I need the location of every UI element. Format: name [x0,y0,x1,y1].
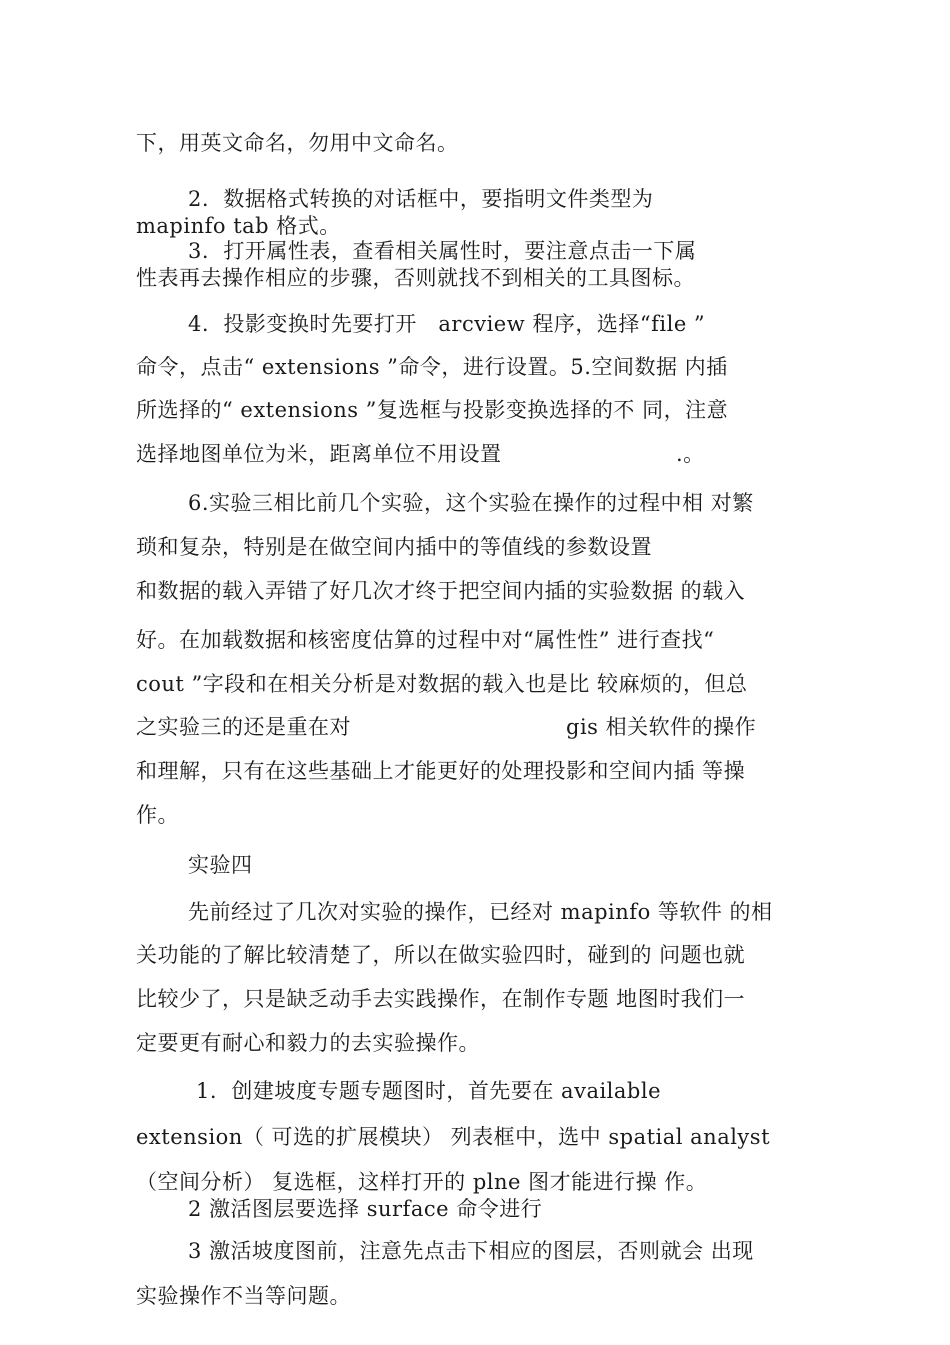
text-line: 4. 投影变换时先要打开 arcview 程序，选择“file ” [188,312,706,336]
text-line: 先前经过了几次对实验的操作，已经对 mapinfo 等软件 的相 [188,900,773,924]
text-line: （空间分析） 复选框，这样打开的 plne 图才能进行操 作。 [136,1170,708,1194]
text-line: extension（ 可选的扩展模块） 列表框中，选中 spatial analyst [136,1125,771,1149]
text-line: 3 激活坡度图前，注意先点击下相应的图层，否则就会 出现 [188,1239,754,1263]
text-line: 下，用英文命名，勿用中文命名。 [136,131,459,155]
text-line: 实验操作不当等问题。 [136,1284,351,1308]
section-heading: 实验四 [188,853,253,877]
text-line: .。 [676,442,705,466]
text-line: 琐和复杂，特别是在做空间内插中的等值线的参数设置 [136,535,652,559]
text-line: mapinfo tab 格式。 [136,214,341,238]
text-line: 命令，点击“ extensions ”命令，进行设置。5.空间数据 内插 [136,355,728,379]
text-line: 和数据的载入弄错了好几次才终于把空间内插的实验数据 的载入 [136,579,746,603]
text-line: 2 激活图层要选择 surface 命令进行 [188,1197,543,1221]
text-line: 之实验三的还是重在对 [136,715,351,739]
text-line: 定要更有耐心和毅力的去实验操作。 [136,1031,480,1055]
text-line: 1. 创建坡度专题专题图时，首先要在 available [196,1079,662,1103]
text-line: 2. 数据格式转换的对话框中，要指明文件类型为 [188,187,654,211]
text-line: cout ”字段和在相关分析是对数据的载入也是比 较麻烦的，但总 [136,672,748,696]
text-line: gis 相关软件的操作 [566,715,757,739]
text-line: 性表再去操作相应的步骤，否则就找不到相关的工具图标。 [136,266,695,290]
text-line: 3. 打开属性表，查看相关属性时，要注意点击一下属 [188,239,697,263]
text-line: 关功能的了解比较清楚了，所以在做实验四时，碰到的 问题也就 [136,943,746,967]
text-line: 所选择的“ extensions ”复选框与投影变换选择的不 同，注意 [136,398,729,422]
text-line: 作。 [136,803,179,827]
text-line: 和理解，只有在这些基础上才能更好的处理投影和空间内插 等操 [136,759,746,783]
text-line: 好。在加载数据和核密度估算的过程中对“属性性” 进行查找“ [136,628,715,652]
text-line: 6.实验三相比前几个实验，这个实验在操作的过程中相 对繁 [188,491,754,515]
text-line: 比较少了，只是缺乏动手去实践操作，在制作专题 地图时我们一 [136,987,746,1011]
text-line: 选择地图单位为米，距离单位不用设置 [136,442,502,466]
